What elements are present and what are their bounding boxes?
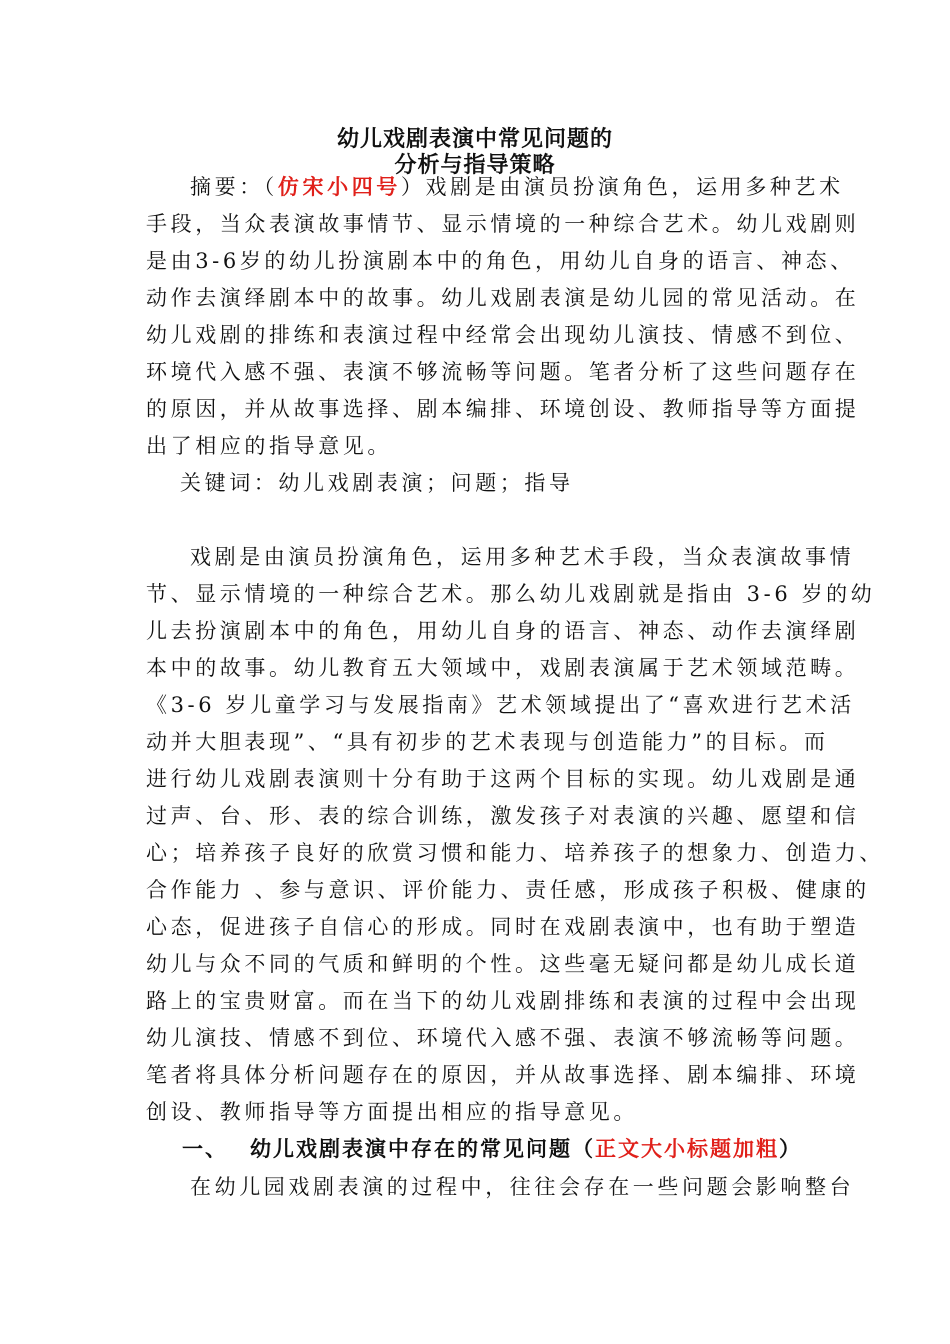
keywords: 关键词：幼儿戏剧表演；问题；指导 bbox=[180, 471, 574, 495]
section-heading-1 bbox=[146, 1132, 806, 1166]
body-line: 儿去扮演剧本中的角色，用幼儿自身的语言、神态、动作去演绎剧 bbox=[146, 619, 860, 643]
body-line: 幼儿演技、情感不到位、环境代入感不强、表演不够流畅等问题。 bbox=[146, 1026, 860, 1050]
abstract-line: 手段，当众表演故事情节、显示情境的一种综合艺术。幼儿戏剧则 bbox=[146, 212, 860, 236]
abstract-label: 摘要：（ bbox=[190, 175, 278, 199]
body-line: 节、显示情境的一种综合艺术。那么幼儿戏剧就是指由 3-6 岁的幼 bbox=[146, 582, 876, 606]
abstract-line: 环境代入感不强、表演不够流畅等问题。笔者分析了这些问题存在 bbox=[146, 360, 860, 384]
abstract-line: 戏剧是由演员扮演角色，运用多种艺术 bbox=[425, 175, 844, 199]
abstract-line: 的原因，并从故事选择、剧本编排、环境创设、教师指导等方面提 bbox=[146, 397, 860, 421]
section-title: 幼儿戏剧表演中存在的常见问题（ bbox=[250, 1137, 595, 1161]
abstract-label-close: ） bbox=[400, 175, 426, 199]
body-line: 在幼儿园戏剧表演的过程中，往往会存在一些问题会影响整台 bbox=[190, 1175, 855, 1199]
abstract-line: 动作去演绎剧本中的故事。幼儿戏剧表演是幼儿园的常见活动。在 bbox=[146, 286, 860, 310]
body-line: 心态，促进孩子自信心的形成。同时在戏剧表演中，也有助于塑造 bbox=[146, 915, 860, 939]
abstract-line: 出了相应的指导意见。 bbox=[146, 434, 392, 458]
section-format-note: 正文大小标题加粗 bbox=[595, 1137, 779, 1161]
body-line: 创设、教师指导等方面提出相应的指导意见。 bbox=[146, 1100, 638, 1124]
body-line: 合作能力 、参与意识、评价能力、责任感，形成孩子积极、健康的 bbox=[146, 878, 870, 902]
body-line: 路上的宝贵财富。而在当下的幼儿戏剧排练和表演的过程中会出现 bbox=[146, 989, 860, 1013]
title-line-1: 幼儿戏剧表演中常见问题的 bbox=[336, 127, 613, 152]
title-line-2: 分析与指导策略 bbox=[394, 153, 556, 178]
abstract-first-line bbox=[146, 170, 844, 204]
body-line: 动并大胆表现”、“具有初步的艺术表现与创造能力”的目标。而 bbox=[146, 730, 829, 754]
body-line: 心；培养孩子良好的欣赏习惯和能力、培养孩子的想象力、创造力、 bbox=[146, 841, 884, 865]
abstract-format-note: 仿宋小四号 bbox=[277, 174, 401, 199]
section-number: 一、 bbox=[182, 1137, 228, 1161]
body-line: 进行幼儿戏剧表演则十分有助于这两个目标的实现。幼儿戏剧是通 bbox=[146, 767, 860, 791]
body-line: 幼儿与众不同的气质和鲜明的个性。这些毫无疑问都是幼儿成长道 bbox=[146, 952, 860, 976]
body-line: 本中的故事。幼儿教育五大领域中，戏剧表演属于艺术领域范畴。 bbox=[146, 656, 860, 680]
body-line: 《3-6 岁儿童学习与发展指南》艺术领域提出了“喜欢进行艺术活 bbox=[146, 693, 855, 717]
body-line: 笔者将具体分析问题存在的原因，并从故事选择、剧本编排、环境 bbox=[146, 1063, 860, 1087]
body-line: 戏剧是由演员扮演角色，运用多种艺术手段，当众表演故事情 bbox=[190, 545, 855, 569]
section-title-close: ） bbox=[779, 1137, 802, 1161]
abstract-line: 是由3-6岁的幼儿扮演剧本中的角色，用幼儿自身的语言、神态、 bbox=[146, 249, 855, 273]
abstract-line: 幼儿戏剧的排练和表演过程中经常会出现幼儿演技、情感不到位、 bbox=[146, 323, 860, 347]
body-line: 过声、台、形、表的综合训练，激发孩子对表演的兴趣、愿望和信 bbox=[146, 804, 860, 828]
